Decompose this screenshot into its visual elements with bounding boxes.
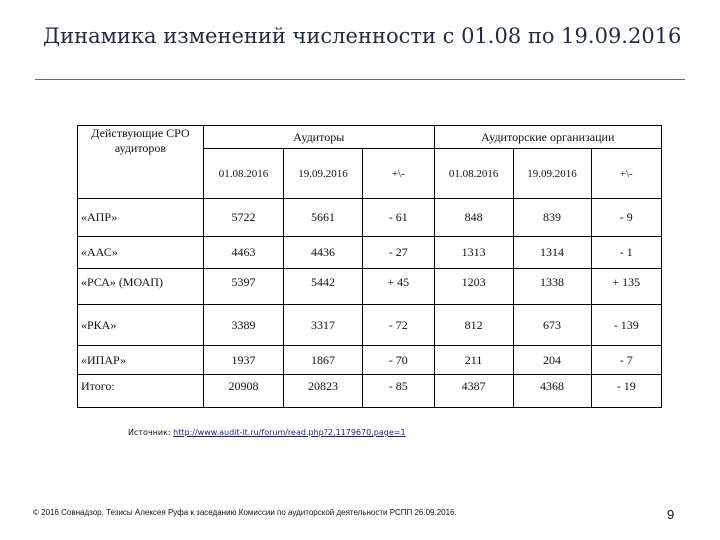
source-link[interactable]: http://www.audit-it.ru/forum/read.php?2,1179670,page=1 [173, 428, 406, 437]
table-cell: 4436 [284, 237, 363, 269]
source-label: Источник: [128, 428, 174, 437]
table-cell: 1203 [434, 269, 513, 305]
table-cell: 20908 [203, 375, 283, 408]
table-cell: - 72 [363, 305, 435, 346]
header-auditors-change: +\- [363, 149, 435, 199]
table-row [78, 199, 662, 237]
header-orgs-start-date: 01.08.2016 [434, 149, 513, 199]
table-cell: 3389 [203, 305, 283, 346]
table-row [78, 305, 662, 346]
source-note [128, 428, 406, 437]
footer-copyright: © 2016 Совнадзор. Тезисы Алексея Руфа к заседанию Комиссии по аудиторской деятельности РСПП 26.09.2016. [33, 508, 457, 517]
table-cell: 1314 [513, 237, 591, 269]
table-cell: 839 [513, 199, 591, 237]
table-cell: 1867 [284, 346, 363, 375]
header-sro: Действующие СРО аудиторов [78, 126, 204, 199]
table-cell: - 85 [363, 375, 435, 408]
table-cell: + 45 [363, 269, 435, 305]
table-cell: 211 [434, 346, 513, 375]
table-cell: 848 [434, 199, 513, 237]
table-cell: - 139 [591, 305, 662, 346]
slide-title: Динамика изменений численности с 01.08 по 19.09.2016 [43, 24, 682, 48]
table-cell: 5442 [284, 269, 363, 305]
header-orgs-end-date: 19.09.2016 [513, 149, 591, 199]
table-cell: - 1 [591, 237, 662, 269]
table-cell: 3317 [284, 305, 363, 346]
page-number: 9 [667, 507, 675, 522]
row-name: «РКА» [78, 305, 204, 346]
row-name: «ИПАР» [78, 346, 204, 375]
table-cell: 5722 [203, 199, 283, 237]
table-cell: - 19 [591, 375, 662, 408]
table-cell: 812 [434, 305, 513, 346]
row-name: «ААС» [78, 237, 204, 269]
table-cell: - 70 [363, 346, 435, 375]
table-cell: - 7 [591, 346, 662, 375]
table-cell: 4387 [434, 375, 513, 408]
header-audit-orgs: Аудиторские организации [434, 126, 661, 149]
sro-table [77, 125, 662, 408]
table-cell: 1937 [203, 346, 283, 375]
table-cell: 4368 [513, 375, 591, 408]
row-name: Итого: [78, 375, 204, 408]
table-cell: 20823 [284, 375, 363, 408]
header-orgs-change: +\- [591, 149, 662, 199]
header-auditors-end-date: 19.09.2016 [284, 149, 363, 199]
table-row [78, 346, 662, 375]
table-cell: 1338 [513, 269, 591, 305]
header-auditors-start-date: 01.08.2016 [203, 149, 283, 199]
table-row [78, 237, 662, 269]
table-cell: - 61 [363, 199, 435, 237]
row-name: «АПР» [78, 199, 204, 237]
table-cell: 5397 [203, 269, 283, 305]
table-cell: 204 [513, 346, 591, 375]
table-cell: 5661 [284, 199, 363, 237]
table-cell: - 27 [363, 237, 435, 269]
table-cell: 673 [513, 305, 591, 346]
table-cell: 4463 [203, 237, 283, 269]
table-cell: 1313 [434, 237, 513, 269]
table-row [78, 269, 662, 305]
header-auditors: Аудиторы [203, 126, 434, 149]
table-row-total [78, 375, 662, 408]
title-divider [35, 79, 685, 80]
row-name: «РСА» (МОАП) [78, 269, 204, 305]
table-cell: - 9 [591, 199, 662, 237]
table-cell: + 135 [591, 269, 662, 305]
